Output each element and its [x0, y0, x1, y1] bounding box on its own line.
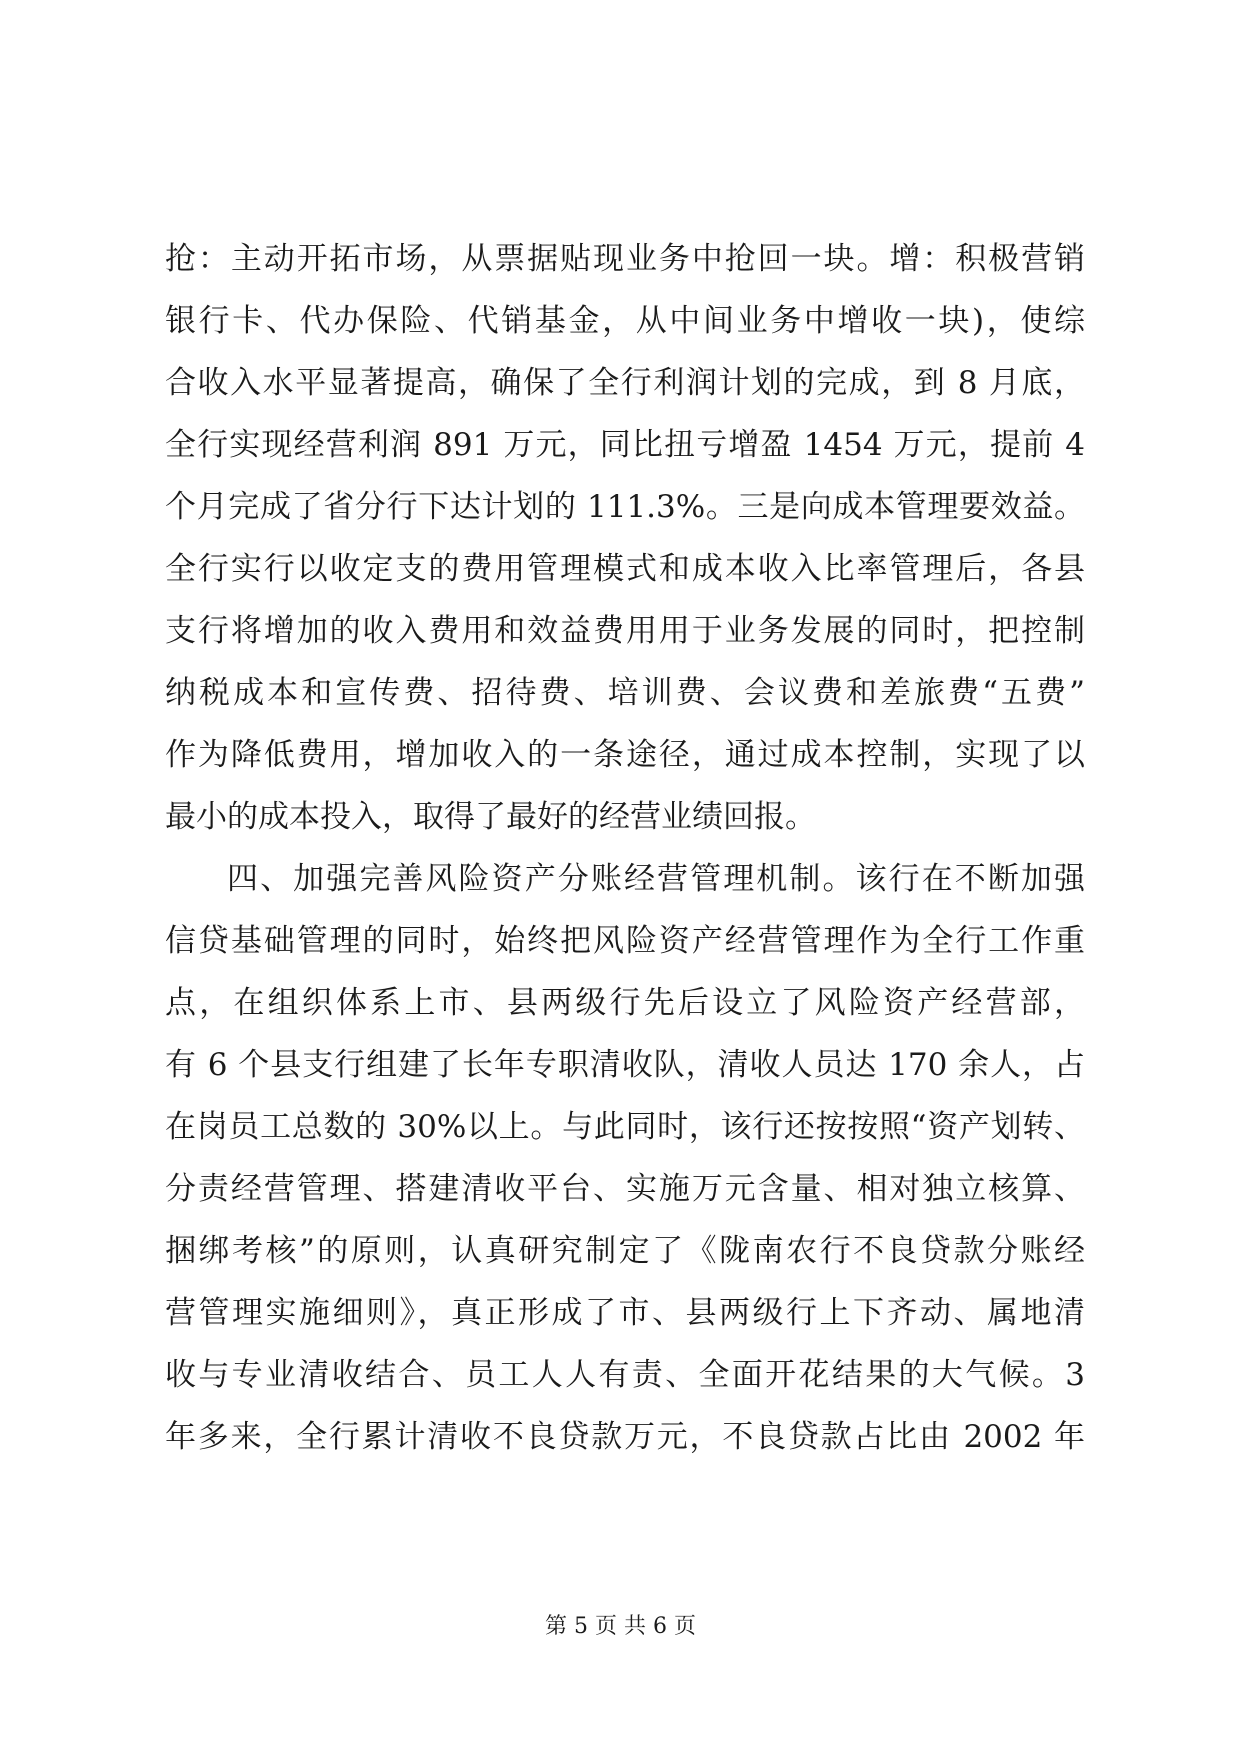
text-line: 捆绑考核”的原则，认真研究制定了《陇南农行不良贷款分账经: [165, 1233, 1085, 1269]
text-line: 抢：主动开拓市场，从票据贴现业务中抢回一块。增：积极营销: [165, 241, 1085, 277]
text-line: 合收入水平显著提高，确保了全行利润计划的完成，到 8 月底，: [165, 365, 1085, 401]
text-line: 作为降低费用，增加收入的一条途径，通过成本控制，实现了以: [165, 737, 1085, 773]
text-line: 收与专业清收结合、员工人人有责、全面开花结果的大气候。3: [165, 1357, 1085, 1393]
text-line: 年多来，全行累计清收不良贷款万元，不良贷款占比由 2002 年: [165, 1419, 1085, 1455]
page-number-footer: 第 5 页 共 6 页: [545, 1614, 696, 1639]
body-text: [165, 228, 1085, 1468]
text-line: 纳税成本和宣传费、招待费、培训费、会议费和差旅费“五费”: [165, 675, 1085, 711]
text-line: 信贷基础管理的同时，始终把风险资产经营管理作为全行工作重: [165, 923, 1085, 959]
text-line: 营管理实施细则》，真正形成了市、县两级行上下齐动、属地清: [165, 1295, 1085, 1331]
text-line: 点，在组织体系上市、县两级行先后设立了风险资产经营部，: [165, 985, 1085, 1021]
paragraph-end-line: 最小的成本投入，取得了最好的经营业绩回报。: [165, 799, 816, 835]
text-line: 全行实行以收定支的费用管理模式和成本收入比率管理后，各县: [165, 551, 1085, 587]
text-line: 分责经营管理、搭建清收平台、实施万元含量、相对独立核算、: [165, 1171, 1085, 1207]
paragraph-start-line: 四、加强完善风险资产分账经营管理机制。该行在不断加强: [227, 861, 1085, 897]
text-line: 在岗员工总数的 30%以上。与此同时，该行还按按照“资产划转、: [165, 1109, 1085, 1145]
text-line: 银行卡、代办保险、代销基金，从中间业务中增收一块)，使综: [165, 303, 1085, 339]
text-line: 支行将增加的收入费用和效益费用用于业务发展的同时，把控制: [165, 613, 1085, 649]
text-line: 个月完成了省分行下达计划的 111.3%。三是向成本管理要效益。: [165, 489, 1085, 525]
text-line: 有 6 个县支行组建了长年专职清收队，清收人员达 170 余人，占: [165, 1047, 1085, 1083]
text-line: 全行实现经营利润 891 万元，同比扭亏增盈 1454 万元，提前 4: [165, 427, 1085, 463]
